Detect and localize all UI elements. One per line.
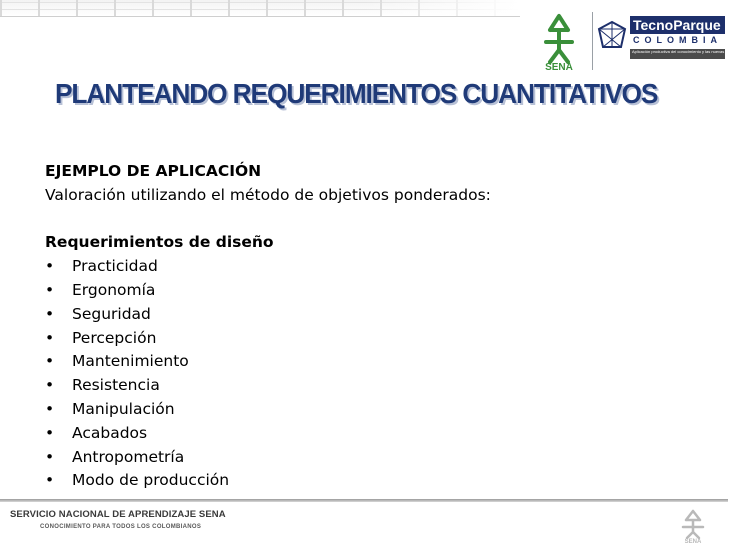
footer-emblem-text: SENA: [684, 539, 702, 545]
spacer: [45, 208, 695, 232]
top-decorative-band: [0, 0, 520, 17]
bullet-icon: •: [45, 257, 55, 276]
footer-institution: SERVICIO NACIONAL DE APRENDIZAJE SENA: [10, 509, 226, 520]
tecnoparque-emblem-icon: [597, 20, 627, 50]
requirement-label: Antropometría: [72, 447, 185, 466]
bullet-icon: •: [45, 352, 55, 371]
footer-background: [0, 498, 728, 546]
requirement-label: Manipulación: [72, 399, 175, 418]
list-item: [45, 303, 695, 327]
bullet-icon: •: [45, 423, 55, 442]
bullet-icon: •: [45, 280, 55, 299]
intro-text: Valoración utilizando el método de objetivos ponderados:: [45, 185, 491, 204]
slide-title: PLANTEANDO REQUERIMIENTOS CUANTITATIVOS: [55, 78, 658, 109]
slide-body: [45, 160, 695, 493]
list-item: [45, 469, 695, 493]
list-item: [45, 398, 695, 422]
list-item: [45, 446, 695, 470]
requirement-label: Percepción: [72, 328, 157, 347]
requirement-label: Mantenimiento: [72, 352, 189, 371]
bullet-icon: •: [45, 304, 55, 323]
footer-slogan: CONOCIMIENTO PARA TODOS LOS COLOMBIANOS: [40, 524, 202, 530]
bullet-icon: •: [45, 328, 55, 347]
requirement-label: Seguridad: [72, 304, 151, 323]
tecnoparque-logo: [597, 14, 746, 70]
tecnoparque-tagline: Aplicación productiva del conocimiento y las nuevas tecnologías: [630, 49, 725, 59]
bullet-icon: •: [45, 447, 55, 466]
requirement-label: Acabados: [72, 423, 148, 442]
list-item: [45, 255, 695, 279]
bullet-icon: •: [45, 399, 55, 418]
list-item: [45, 350, 695, 374]
bullet-icon: •: [45, 376, 55, 395]
requirement-label: Resistencia: [72, 376, 160, 395]
bullet-icon: •: [45, 471, 55, 490]
footer-divider: [0, 499, 728, 502]
sena-logo-text: SENA: [545, 62, 573, 73]
requirement-label: Practicidad: [72, 257, 158, 276]
example-heading: EJEMPLO DE APLICACIÓN: [45, 162, 262, 180]
list-item: [45, 327, 695, 351]
list-item: [45, 422, 695, 446]
sena-logo: [528, 10, 590, 72]
requirement-label: Modo de producción: [72, 471, 230, 490]
list-item: [45, 279, 695, 303]
requirements-list: [45, 255, 695, 493]
requirement-label: Ergonomía: [72, 280, 156, 299]
tecnoparque-country: COLOMBIA: [633, 35, 722, 45]
list-item: [45, 374, 695, 398]
requirements-heading: Requerimientos de diseño: [45, 233, 274, 252]
sena-watermark-icon: [665, 508, 721, 544]
logo-divider: [592, 12, 593, 70]
tecnoparque-name: TecnoParque: [630, 16, 725, 34]
